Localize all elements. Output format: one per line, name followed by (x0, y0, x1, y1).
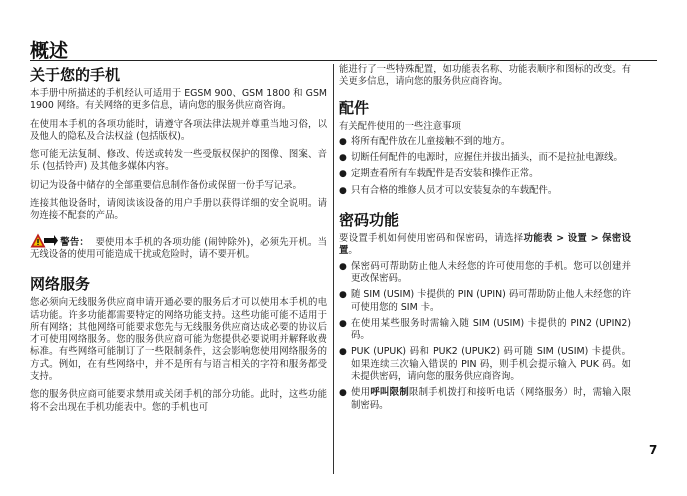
bullet-icon: ● (339, 290, 347, 301)
chapter-title: 概述 (30, 40, 69, 62)
paragraph: 能进行了一些特殊配置，如功能表名称、功能表顺序和图标的改变。有关更多信息，请向您的服务供应商咨询。 (339, 64, 631, 88)
column-divider (333, 64, 334, 474)
paragraph: 您必须向无线服务供应商申请开通必要的服务后才可以使用本手机的电话功能。许多功能都需要特定的网络功能支持。这些功能可能不适用于所有网络；其他网络可能要求您先与无线服务供应商达成必要的协议后才可使用网络服务。您的服务供应商可能为您提供必要说明并解释收费标准。有些网络可能制订了一些限制条件，这会影响您使用网络服务的方式。例如，在有些网络中，并不是所有与语言相关的字符和服务都受支持。 (30, 297, 327, 383)
bullet-icon: ● (339, 388, 347, 399)
list-item: ● 定期查看所有车载配件是否安装和操作正常。 (339, 168, 539, 180)
section-title-about-phone: 关于您的手机 (30, 66, 121, 84)
warning-triangle-icon (30, 233, 58, 248)
call-barring-term: 呼叫限制 (370, 387, 409, 399)
section-title-network-services: 网络服务 (30, 275, 91, 294)
menu-path-item: 保密设置 (339, 233, 631, 257)
list-item: ● 将所有配件放在儿童接触不到的地方。 (339, 135, 511, 147)
list-item: ● 切断任何配件的电源时，应握住并拔出插头，而不是拉扯电源线。 (339, 152, 623, 164)
bullet-icon: ● (339, 136, 347, 147)
paragraph: 您可能无法复制、修改、传送或转发一些受版权保护的图像、图案、音乐 (包括铃声) 及其他多媒体内容。 (30, 149, 327, 173)
list-item: ● 保密码可帮助防止他人未经您的许可使用您的手机。您可以创建并更改保密码。 (339, 260, 631, 284)
page-number: 7 (649, 443, 658, 457)
section-title-accessories: 配件 (339, 98, 370, 117)
warning-note (30, 233, 327, 262)
list-item: ● PUK (UPUK) 码和 PUK2 (UPUK2) 码可随 SIM (USIM) 卡提供。如果连续三次输入错误的 PIN 码，则手机会提示输入 PUK 码。如未提供密码，请向您的服务供应商咨询。 (339, 346, 631, 383)
section-title-access-codes: 密码功能 (339, 211, 400, 230)
paragraph: 您的服务供应商可能要求禁用或关闭手机的部分功能。此时，这些功能将不会出现在手机功能表中。您的手机也可 (30, 389, 327, 413)
list-item: ● 使用呼叫限制限制手机拨打和接听电话（网络服务）时，需输入限制密码。 (339, 387, 631, 411)
bullet-icon: ● (339, 261, 347, 272)
bullet-icon: ● (339, 318, 347, 329)
paragraph: 在使用本手机的各项功能时，请遵守各项法律法规并尊重当地习俗，以及他人的隐私及合法权益 (包括版权)。 (30, 118, 327, 142)
paragraph: 本手册中所描述的手机经认可适用于 EGSM 900、GSM 1800 和 GSM 1900 网络。有关网络的更多信息，请向您的服务供应商咨询。 (30, 88, 327, 112)
bullet-icon: ● (339, 347, 347, 358)
paragraph: 切记为设备中储存的全部重要信息制作备份或保留一份手写记录。 (30, 179, 302, 191)
warning-label: 警告： (60, 236, 90, 248)
paragraph: 连接其他设备时，请阅读该设备的用户手册以获得详细的安全说明。请勿连接不配套的产品。 (30, 198, 327, 222)
access-codes-intro: 要设置手机如何使用密码和保密码，请选择功能表 > 设置 > 保密设置。 (339, 233, 631, 257)
menu-path-item: 功能表 (523, 233, 553, 245)
accessories-list (339, 136, 631, 197)
bullet-icon: ● (339, 153, 347, 164)
warning-text: 要使用本手机的各项功能 (闹钟除外)，必须先开机。当无线设备的使用可能造成干扰或危险时，请不要开机。 (30, 236, 327, 260)
menu-path-item: 设置 (567, 233, 588, 245)
accessories-intro: 有关配件使用的一些注意事项 (339, 120, 461, 132)
list-item: ● 只有合格的维修人员才可以安装复杂的车载配件。 (339, 184, 558, 196)
access-codes-list (339, 261, 631, 412)
list-item: ● 随 SIM (USIM) 卡提供的 PIN (UPIN) 码可帮助防止他人未经您的许可使用您的 SIM 卡。 (339, 289, 631, 313)
bullet-icon: ● (339, 169, 347, 180)
right-column (339, 64, 631, 420)
bullet-icon: ● (339, 185, 347, 196)
chapter-rule (30, 60, 657, 61)
list-item: ● 在使用某些服务时需输入随 SIM (USIM) 卡提供的 PIN2 (UPIN2) 码。 (339, 317, 631, 342)
left-column (30, 64, 327, 420)
